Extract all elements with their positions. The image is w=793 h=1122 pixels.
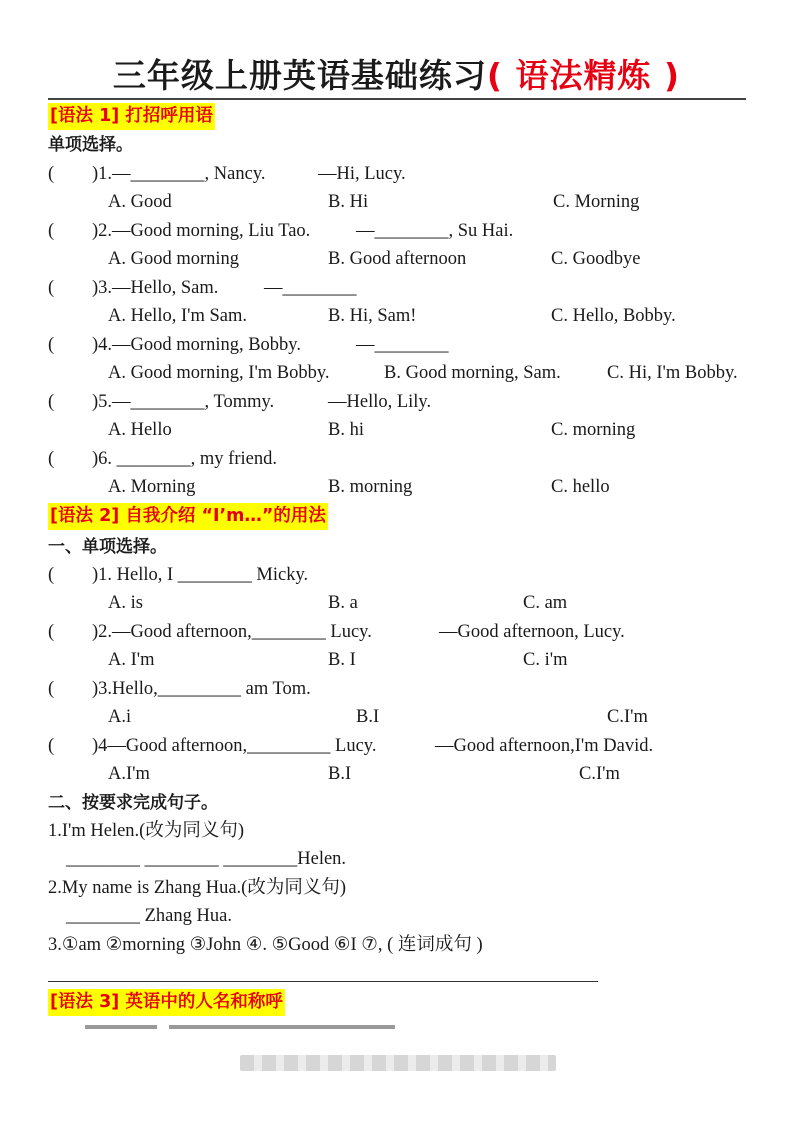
answer-paren: (	[48, 622, 55, 642]
option-a: A. Hello, I'm Sam.	[108, 306, 247, 326]
answer-paren: (	[48, 164, 55, 184]
option-a: A. is	[108, 593, 143, 613]
question-stem: )2.—Good afternoon,________ Lucy.	[92, 622, 372, 642]
option-c: C. Hi, I'm Bobby.	[607, 363, 738, 383]
option-a: A. I'm	[108, 650, 155, 670]
task-text: 1.I'm Helen.(改为同义句)	[48, 821, 245, 841]
option-b: B. morning	[328, 477, 413, 497]
question-row	[0, 561, 793, 589]
answer-paren: (	[48, 335, 55, 355]
question-reply: —________	[356, 335, 449, 355]
cropped-text-line	[85, 1021, 395, 1029]
section-heading-grammar-1: [语法 1] 打招呼用语	[48, 103, 215, 130]
answer-paren: (	[48, 449, 55, 469]
question-row	[0, 217, 793, 245]
blurred-watermark	[240, 1055, 556, 1071]
question-reply: —________	[264, 278, 357, 298]
option-c: C. i'm	[523, 650, 568, 670]
option-b: B. hi	[328, 420, 364, 440]
instruction-single-choice: 单项选择。	[48, 135, 133, 155]
question-stem: )3.Hello,_________ am Tom.	[92, 679, 311, 699]
option-b: B. Hi	[328, 192, 369, 212]
option-b: B. Good afternoon	[328, 249, 467, 269]
question-reply: —Hello, Lily.	[328, 392, 432, 412]
part-two-title: 二、按要求完成句子。	[48, 793, 218, 813]
task-answer-row	[0, 845, 793, 873]
question-stem: )3.—Hello, Sam.	[92, 278, 219, 298]
options-row	[0, 646, 793, 674]
part-one-title: 一、单项选择。	[48, 537, 167, 557]
option-c: C.I'm	[579, 764, 620, 784]
option-c: C. Morning	[553, 192, 640, 212]
options-row	[0, 473, 793, 501]
option-a: A. Morning	[108, 477, 196, 497]
options-row	[0, 589, 793, 617]
question-row	[0, 160, 793, 188]
question-row	[0, 274, 793, 302]
question-stem: )4.—Good morning, Bobby.	[92, 335, 301, 355]
option-a: A.I'm	[108, 764, 150, 784]
title-divider	[48, 98, 746, 100]
task-answer-row	[0, 902, 793, 930]
option-a: A.i	[108, 707, 132, 727]
question-stem: )4—Good afternoon,_________ Lucy.	[92, 736, 377, 756]
task-text: 2.My name is Zhang Hua.(改为同义句)	[48, 878, 347, 898]
option-b: B.I	[328, 764, 352, 784]
question-stem: )1. Hello, I ________ Micky.	[92, 565, 309, 585]
question-reply: —________, Su Hai.	[356, 221, 514, 241]
question-stem: )6. ________, my friend.	[92, 449, 277, 469]
options-row	[0, 359, 793, 387]
options-row	[0, 245, 793, 273]
option-a: A. Good	[108, 192, 172, 212]
option-c: C. hello	[551, 477, 610, 497]
option-b: B. Good morning, Sam.	[384, 363, 561, 383]
option-a: A. Good morning, I'm Bobby.	[108, 363, 330, 383]
question-row	[0, 618, 793, 646]
option-b: B. I	[328, 650, 356, 670]
question-stem: )2.—Good morning, Liu Tao.	[92, 221, 311, 241]
option-c: C. morning	[551, 420, 636, 440]
answer-paren: (	[48, 565, 55, 585]
task-row	[0, 874, 793, 902]
option-b: B. Hi, Sam!	[328, 306, 417, 326]
answer-paren: (	[48, 278, 55, 298]
task-answer-blanks: ________ ________ ________Helen.	[66, 849, 347, 869]
question-stem: )5.—________, Tommy.	[92, 392, 275, 412]
option-b: B.I	[356, 707, 380, 727]
options-row	[0, 416, 793, 444]
option-c: C. Goodbye	[551, 249, 641, 269]
question-stem: )1.—________, Nancy.	[92, 164, 266, 184]
answer-paren: (	[48, 679, 55, 699]
answer-paren: (	[48, 221, 55, 241]
question-row	[0, 732, 793, 760]
task-row	[0, 931, 793, 959]
section-heading-grammar-2: [语法 2] 自我介绍 “I’m…”的用法	[48, 503, 328, 530]
answer-line	[48, 981, 598, 982]
question-reply: —Good afternoon, Lucy.	[439, 622, 625, 642]
section-heading-grammar-3: [语法 3] 英语中的人名和称呼	[48, 989, 285, 1016]
option-a: A. Good morning	[108, 249, 240, 269]
task-row	[0, 817, 793, 845]
task-text: 3.①am ②morning ③John ④. ⑤Good ⑥I ⑦, ( 连词成句 )	[48, 935, 483, 955]
title-main: 三年级上册英语基础练习	[112, 56, 487, 95]
page-title	[0, 50, 793, 97]
answer-paren: (	[48, 392, 55, 412]
answer-paren: (	[48, 736, 55, 756]
question-reply: —Hi, Lucy.	[318, 164, 406, 184]
options-row	[0, 703, 793, 731]
question-row	[0, 331, 793, 359]
option-c: C.I'm	[607, 707, 648, 727]
task-answer-blanks: ________ Zhang Hua.	[66, 906, 232, 926]
options-row	[0, 760, 793, 788]
option-c: C. am	[523, 593, 568, 613]
question-row	[0, 675, 793, 703]
option-b: B. a	[328, 593, 358, 613]
options-row	[0, 302, 793, 330]
question-row	[0, 388, 793, 416]
options-row	[0, 188, 793, 216]
option-c: C. Hello, Bobby.	[551, 306, 676, 326]
question-reply: —Good afternoon,I'm David.	[435, 736, 654, 756]
question-row	[0, 445, 793, 473]
title-accent: ( 语法精炼 )	[486, 56, 681, 95]
option-a: A. Hello	[108, 420, 172, 440]
